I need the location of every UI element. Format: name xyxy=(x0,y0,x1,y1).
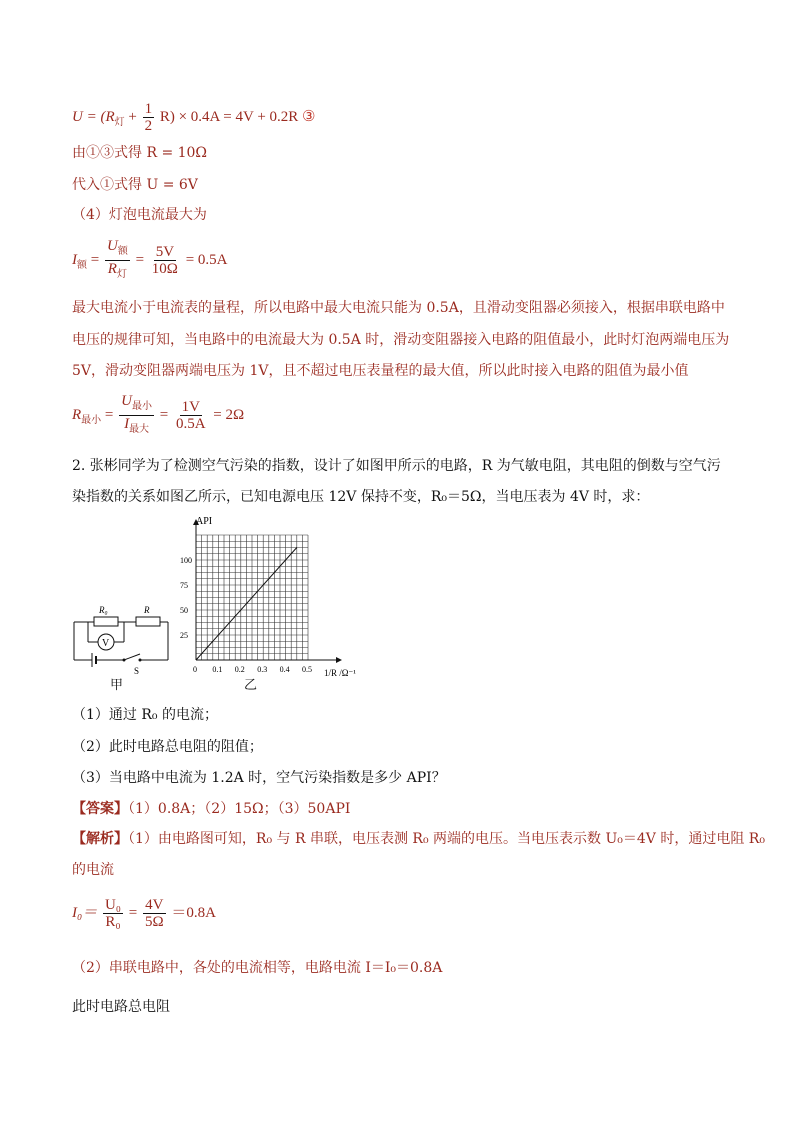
y-tick-label: 75 xyxy=(180,581,188,590)
label-r0: R₀ xyxy=(99,605,108,615)
solve-u-line: 代入①式得 U = 6V xyxy=(72,177,198,193)
x-tick-label: 0.3 xyxy=(257,665,268,674)
fraction-half: $\frac{1}{2}$ xyxy=(144,101,153,135)
x-tick-label: 0.2 xyxy=(234,665,245,674)
caption-jia: 甲 xyxy=(110,678,124,693)
equation-r-min: $R_{最小}$ = $\frac{U_{最小}}{I_{最大}}$ = $\frac{1V}{0.5A}$ = 2Ω xyxy=(72,393,245,436)
analysis-line-1: 【解析】（1）由电路图可知，R₀ 与 R 串联，电压表测 R₀ 两端的电压。当电压表示数 U₀＝4V 时，通过电阻 R₀ xyxy=(72,831,765,847)
paragraph-line-2: 电压的规律可知，当电路中的电流最大为 0.5A 时，滑动变阻器接入电路的阻值最小，此时灯泡两端电压为 xyxy=(72,332,730,348)
x-tick-label: 0.5 xyxy=(302,665,312,674)
caption-yi: 乙 xyxy=(244,678,258,693)
answer-text: （1）0.8A；（2）15Ω；（3）50API xyxy=(128,801,351,817)
question-3: （3）当电路中电流为 1.2A 时，空气污染指数是多少 API？ xyxy=(72,770,446,786)
series-current-line: （2）串联电路中，各处的电流相等，电路电流 I＝I₀＝0.8A xyxy=(72,960,443,976)
question-4-line: （4）灯泡电流最大为 xyxy=(72,207,207,223)
x-axis-arrow xyxy=(336,657,342,663)
problem-2-stem-line-2: 染指数的关系如图乙所示，已知电源电压 12V 保持不变，R₀＝5Ω，当电压表为 4V 时，求： xyxy=(72,489,650,505)
paragraph-line-1: 最大电流小于电流表的量程，所以电路中最大电流只能为 0.5A，且滑动变阻器必须接入，根据串联电路中 xyxy=(72,300,725,316)
paragraph-line-3: 5V，滑动变阻器两端电压为 1V，且不超过电压表量程的最大值，所以此时接入电路的阻值为最小值 xyxy=(72,363,689,379)
x-tick-label: 0.1 xyxy=(212,665,223,674)
equation-i0: I₀＝ $\frac{\text{U₀}}{\text{R₀}}$ = $\frac{4V}{5\Omega}$ ＝0.8A xyxy=(72,897,216,931)
question-2: （2）此时电路总电阻的阻值； xyxy=(72,739,263,755)
y-tick-label: 100 xyxy=(180,556,192,565)
total-resistance-line: 此时电路总电阻 xyxy=(72,999,170,1015)
equation-u: $U = (R_灯$ + $\frac{1}{2}$ R) × 0.4A = 4V + 0.2R ③ xyxy=(72,101,316,135)
answer-line xyxy=(72,799,350,819)
y-tick-label: 50 xyxy=(180,606,188,615)
analysis-tag: 【解析】 xyxy=(72,831,128,847)
api-graph xyxy=(170,512,370,690)
y-tick-label: 25 xyxy=(180,631,188,640)
solve-r-line: 由①③式得 R = 10Ω xyxy=(72,145,208,161)
x-tick-label: 0.4 xyxy=(279,665,290,674)
analysis-line-2: 的电流 xyxy=(72,862,114,878)
resistor-r0 xyxy=(94,617,118,626)
problem-2-stem-line-1: 2. 张彬同学为了检测空气污染的指数，设计了如图甲所示的电路，R 为气敏电阻，其电阻的倒数与空气污 xyxy=(72,458,721,474)
equation-i-rated: $I_额$ = $\frac{U_额}{R_灯}$ = $\frac{5V}{10\Omega}$ = 0.5A xyxy=(72,238,228,280)
question-1: （1）通过 R₀ 的电流； xyxy=(72,707,218,723)
label-r: R xyxy=(144,605,150,615)
y-axis-label: API xyxy=(196,516,213,527)
x-axis-label: 1/R /Ω⁻¹ xyxy=(324,668,356,678)
answer-tag: 【答案】 xyxy=(72,801,128,817)
label-voltmeter: V xyxy=(102,638,110,649)
label-switch: S xyxy=(134,666,140,676)
resistor-r xyxy=(136,617,160,626)
x-tick-label: 0 xyxy=(193,665,197,674)
